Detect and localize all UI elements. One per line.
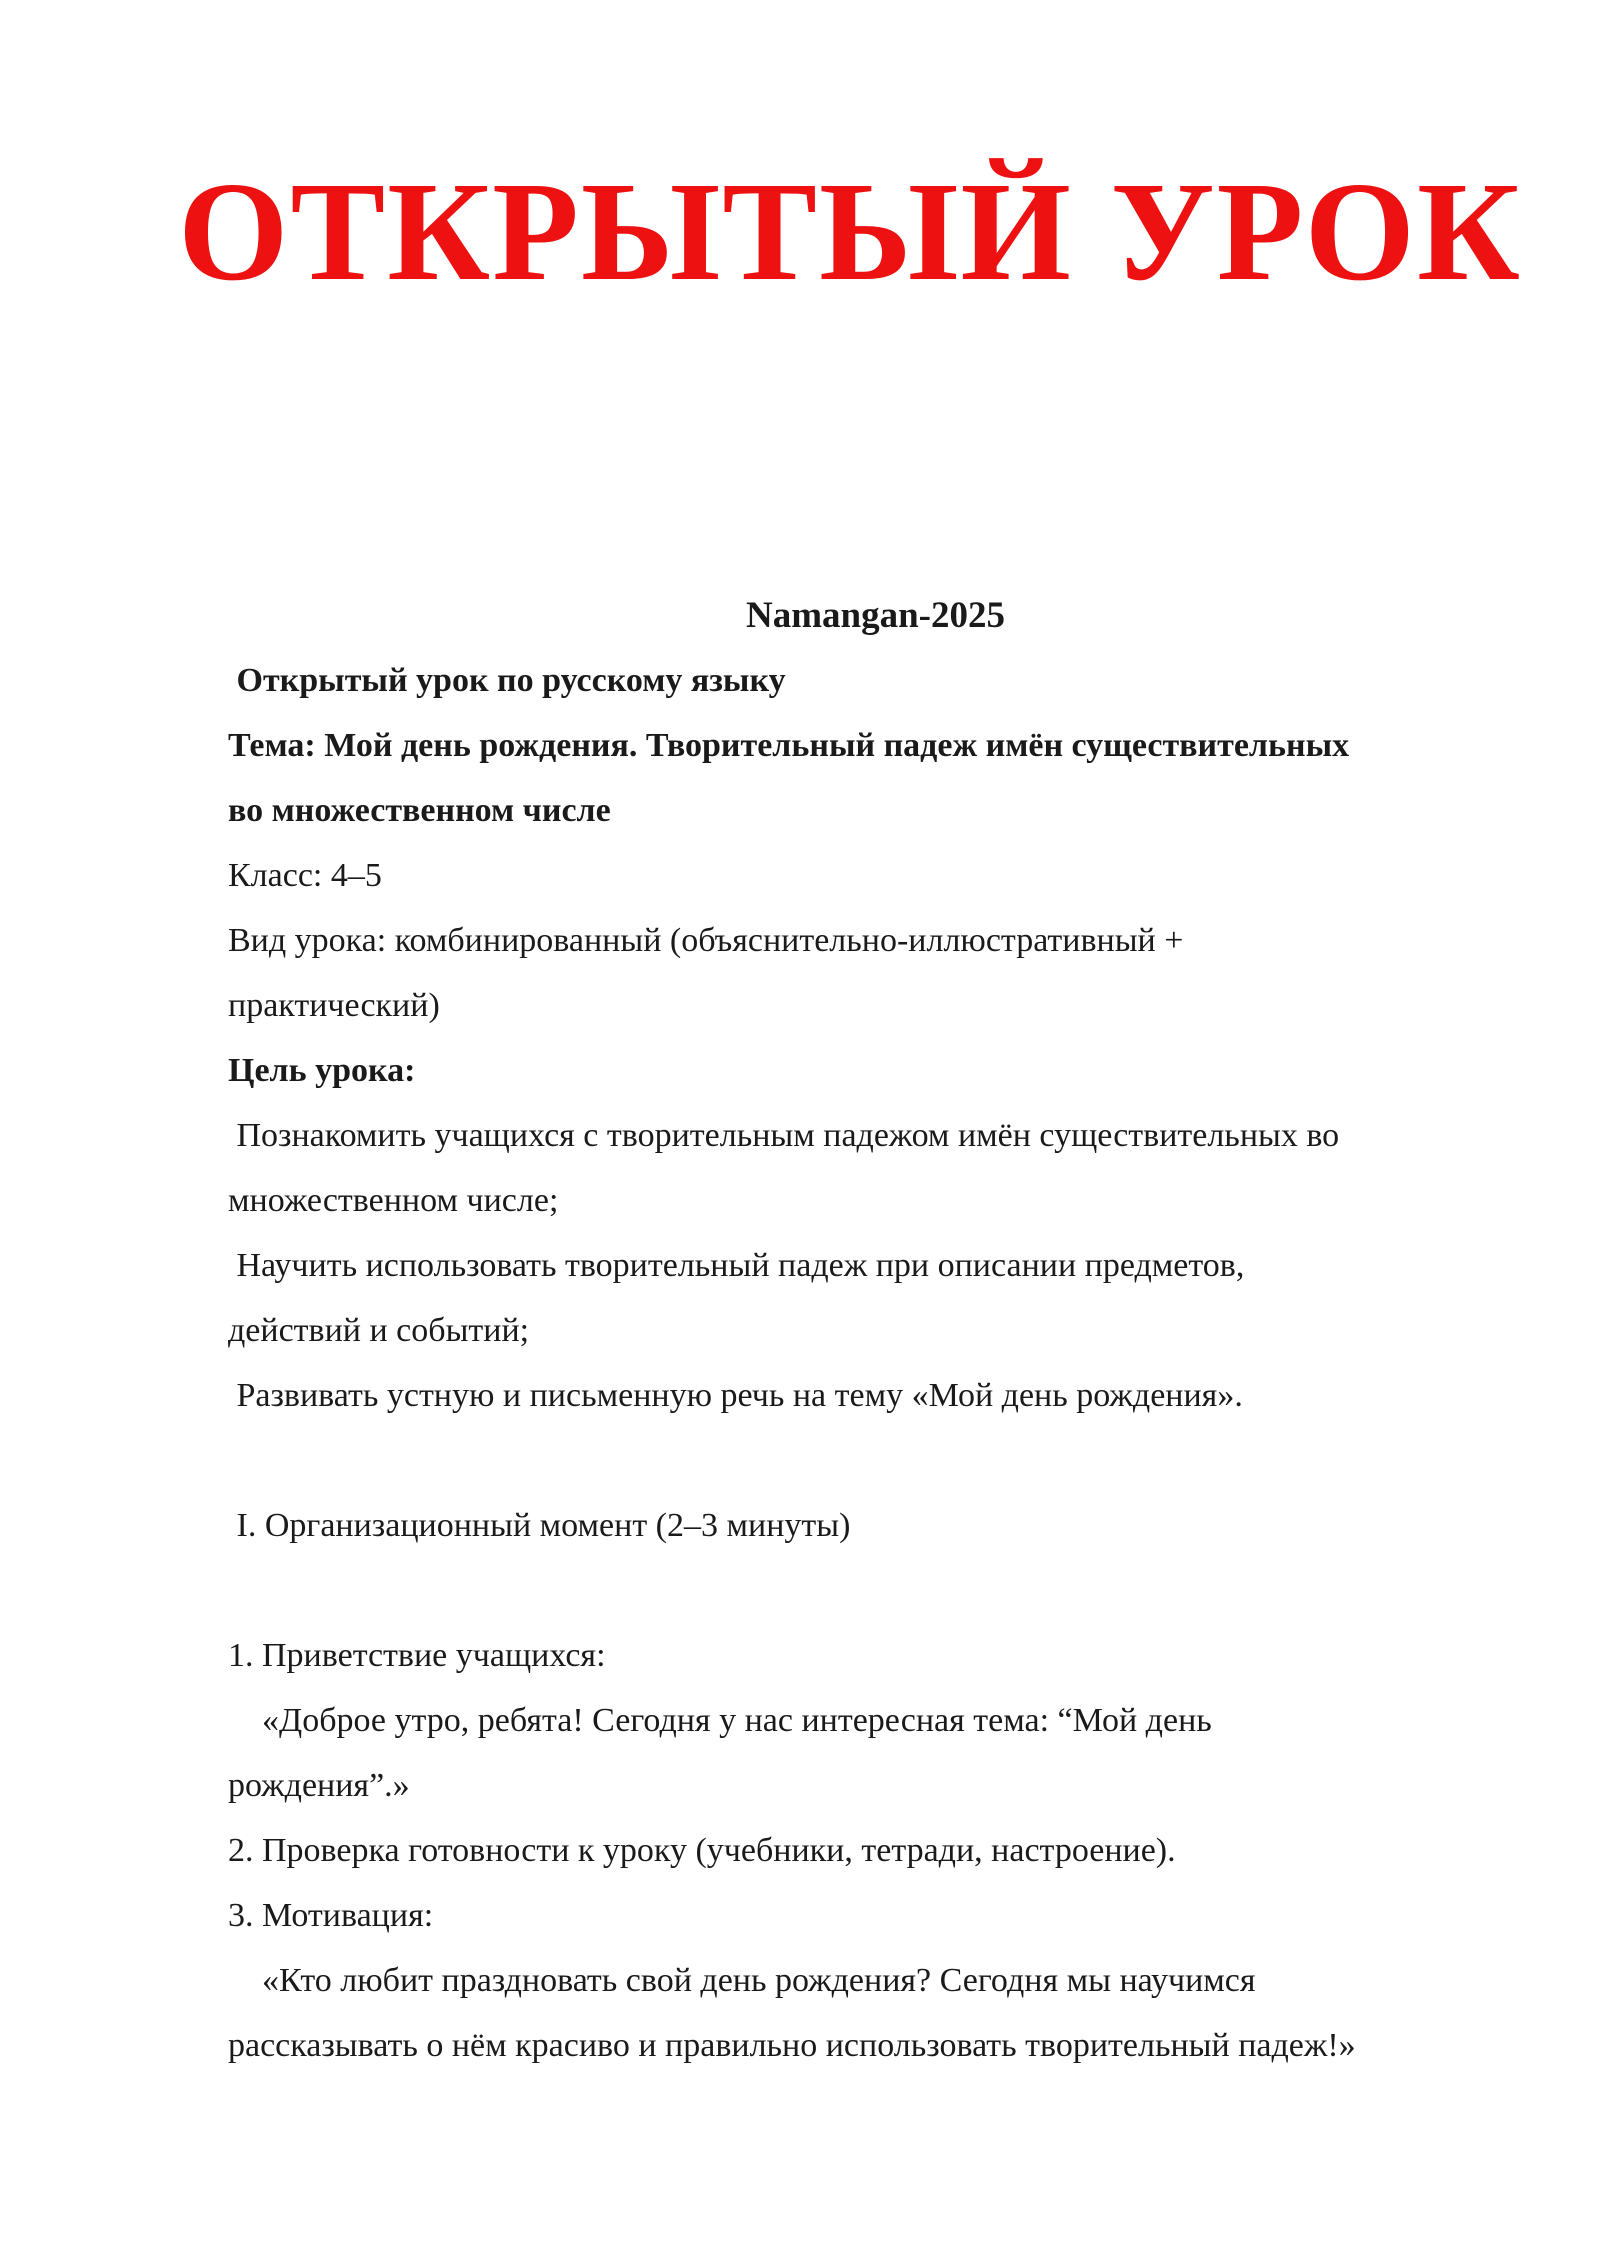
subtitle: Открытый урок по русскому языку: [228, 662, 786, 699]
step-1-quote-line-1: «Доброе утро, ребята! Сегодня у нас интересная тема: “Мой день: [228, 1702, 1212, 1739]
main-title: ОТКРЫТЫЙ УРОК: [178, 152, 1522, 310]
step-3-quote-line-2: рассказывать о нём красиво и правильно использовать творительный падеж!»: [228, 2027, 1356, 2064]
topic-line-2: во множественном числе: [228, 792, 611, 829]
goal-2-line-1: Научить использовать творительный падеж при описании предметов,: [228, 1247, 1245, 1284]
spacer: [228, 1558, 1488, 1623]
step-3: 3. Мотивация:: [228, 1897, 434, 1934]
grade: Класс: 4–5: [228, 857, 382, 894]
lesson-type-line-1: Вид урока: комбинированный (объяснительно-иллюстративный +: [228, 922, 1184, 959]
goal-heading: Цель урока:: [228, 1052, 416, 1089]
step-1-quote-line-2: рождения”.»: [228, 1767, 410, 1804]
step-3-quote-line-1: «Кто любит праздновать свой день рождения? Сегодня мы научимся: [228, 1962, 1256, 1999]
goal-2-line-2: действий и событий;: [228, 1312, 530, 1349]
goal-1-line-1: Познакомить учащихся с творительным падежом имён существительных во: [228, 1117, 1340, 1154]
topic-line-1: Тема: Мой день рождения. Творительный падеж имён существительных: [228, 727, 1350, 764]
document-body: [228, 583, 1488, 2078]
spacer: [228, 1428, 1488, 1493]
goal-1-line-2: множественном числе;: [228, 1182, 559, 1219]
goal-3-line-1: Развивать устную и письменную речь на тему «Мой день рождения».: [228, 1377, 1243, 1414]
location-year: Namangan-2025: [745, 595, 1006, 636]
lesson-type-line-2: практический): [228, 987, 440, 1024]
step-2: 2. Проверка готовности к уроку (учебники, тетради, настроение).: [228, 1832, 1176, 1869]
step-1: 1. Приветствие учащихся:: [228, 1637, 606, 1674]
section-1-heading: I. Организационный момент (2–3 минуты): [228, 1507, 851, 1544]
